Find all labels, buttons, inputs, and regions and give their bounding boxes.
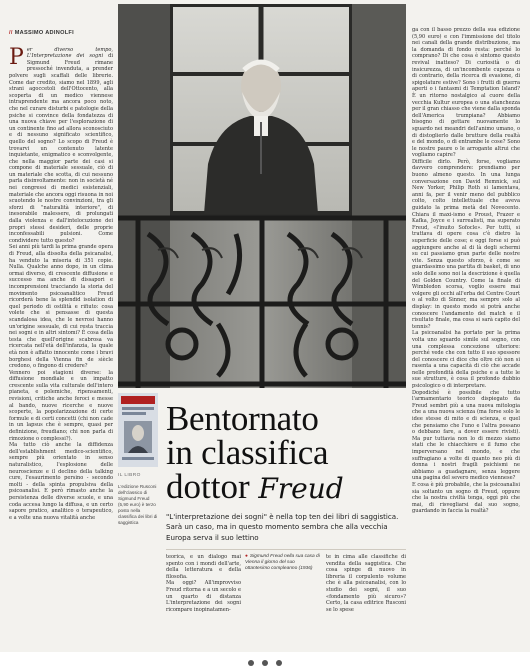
freud-portrait-photo [118, 4, 406, 388]
article-column-1 [9, 40, 113, 640]
book-cover-thumbnail [118, 393, 158, 467]
headline-italic-word: Freud [258, 472, 344, 505]
headline-line-1: Bentornato [166, 399, 319, 438]
sidebar-tag: IL LIBRO [118, 473, 141, 478]
viewer-controls-icon[interactable] [245, 658, 285, 668]
photo-caption [245, 554, 320, 573]
article-column-4: ga con il basso prezzo della sua edizione (5,90 euro) e con l'immissione del titolo nei canali della grande distribuzione, ma la domanda di fondo resta: perché lo comprano? Di che cosa è sintomo questo revival inatteso? Di curiosità o di insicurezza, di un'incombente cupezza o di contrario, della ricerca di evasione, di spigolature estive? Sono i frutti di guerra aperti o i fantasmi di Temptation Island? È un ritorno nostalgico al cuore della vecchia Kultur europea o una stanchezza per il gran chiasso che viene dalla sponda dell'America trumpiana? Abbiamo bisogno di gettare nuovamente lo sguardo nei meandri dell'animo umano, o di distoglierlo dalle brutture della realtà e del mondo, o di entrambe le cose? Sono le nostre paure o le arrogante altrui che vogliamo capire? Difficile dirlo. Però, forse, vogliamo davvero comprendere: prendiamo per buono almeno questo. In una lunga conversazione con David Remnick, sul New Yorker, Philip Roth si lamentava, anni fa, per il venir meno del pubblico colto, colto intellettuale che aveva guidato la prima metà del Novecento. Chiara il maxi-ismo e Proust, Frazer e Kafka, Joyce e i surrealisti, ma superato Freud, «l'inuito Sofocle». Per tutti, si trattava di opere cosa c'è dietro la superficie delle cose; e oggi forse si può aggiungere anche al di là degli schermi su cui passiamo gran parte delle nostre vite. Senza questo sforzo, è come se guardassimo una partita di basket, di uno solo delle sono noi la descrizione è quella del Golden Country. Come la finale di Wimbledon scorsa, voglio essere mai volgere gli occhi all'erba del Centre Court o al volto di Sinner, ma sempre solo al display: in questo modo si potrà anche conoscere l'andamento del match e il risultato finale, ma cosa si sarà capito del tennis? La psicoanalisi ha portato per la prima volta uno sguardo simile sul sogno, con una complessa concezione ulteriore: perché vede che con tutto il suo spessore del conoscere ci dice che oltre ciò non si rasenta a una capacità di ciò che accade nelle profondità della psiche e a tutte le sue strutture, è cosa il profondo dubbio psicologico o di interpretare. Dopodiché è possibile che tutto l'armamentario teorico dispiegato da Freud sembri più a una nuova mitologia che a una nuova scienza (ma forse solo le idee stesse di mito e di scienza, e quel che pensiamo che l'uno e l'altra possano o debbano fare, a dover essere rivisti). Ma pur tuttavia non lo di mezzo siamo stati che le chiacchiere e il fumo che imperversano nel mondo, e che suffragiano a volte di quanto neo più di donna i nostri fragili psichismi ne abbiamo a guadagnare, senza leggere una pagina del severo medico viennese? E cosa è più probabile, che la psicoanalisi sia soltanto un sogno di Freud, oppure che la nostra civiltà tenga, oggi più che mai, di risvegliarsi dal suo sogno, guardando in faccia la realtà? [412, 27, 520, 515]
article-subheading: "L'interpretazione dei sogni" è nella top ten dei libri di saggistica. Sarà un caso, ma in questo momento sembra che alla vecchia Europa serva il suo lettino [166, 512, 399, 542]
article-lead: er diverso tempo, L'Interpretazione dei sogni [26, 46, 113, 60]
headline-line-3 [166, 467, 406, 506]
photo-caption-text: Sigmund Freud nella sua casa di Vienna il giorno del suo ottantesimo compleanno (1936) [245, 554, 320, 572]
viewer-bottom-strip [0, 652, 530, 668]
drop-cap: P [9, 44, 24, 70]
book-cover-icon [118, 393, 158, 467]
byline [9, 30, 74, 36]
headline [166, 399, 406, 506]
caption-bullet-icon: ● [245, 554, 248, 559]
byline-slashes: // [9, 30, 13, 36]
article-column-1-text: di Sigmund Freud rimane pressoché invenduta, a prender polvere sugli scaffali delle librerie. Come dar credito, siamo nel 1899, agli strani agoccetoli dell'Ottocento, alla scoperta di un medico viennese intraprendente ma ancora poco noto, che nel curare disturbi e patologie della psiche si convince della fondatezza di una nuova chiave per l'esplorazione di un continente fino ad allora sconosciuto e di nessuno significato scientifico, quello del sogno? Lo scopo di Freud è trovarvi un contenuto latente inquietante, enigmatico e sconvolgente, che nella maggior parte dei casi si compone di materiale sessuale, ciò di un materiale che scotta, di cui nessuno parla disinvoltamente: non in società né nei congressi di medici esistenziali, materiale che ancora oggi risuona in noi scuotendo le nostre convinzioni, tra gli sforzi di "naturalità interiore", di inesorabile malessere, di prolungati dalla violenza e dall'intelocuzione dei propri stessi desideri, delle proprie inconfessabili pulsioni. Come condividere tutto questo? Sei anni più tardi la prima grande opera di Freud, alla dissolta della psicanalisi, ha venduto la miseria di 351 copie. Nulla. Qualche anno dopo, in un clima ormai diverso, di crescente diffusione e successo ma anche di dissapori e incomprensioni tracciando la storia del movimento psicoanalitico Freud ricorderà bene la splendid isolation di quel periodo di ostilità e rifiuto: cosa volete che si pensasse di questa scandalosa idea, che le nevrosi hanno un'origine sessuale, di cui resta traccia nei sogni e in altri sintomi? È cosa della testa che quell'origine scabrosa va ricercata nell'età dell'infanzia, la quale età non è affatto innocente come i bravi borghesi della Vienna fin de siècle credono, o fingono di credere? Vennero poi stagioni diverse: la diffusione mondiale e un impatto crescente sulla vita culturale dell'intero pianeta, e polemiche, ripensamenti, revisioni, critiche anche feroci e messe al bando, nuove ricerche e nuove scoperte, la popolarizzazione di certe formule e di certi concetti (chi non cade in un lapsus che è sempre, quasi per definizione, freudiano; chi non parla di rimozione o complessi?). Ma tutto ciò anche la diffidenza dell'establishment medico-scientifico, sempre più orientato in senso naturalistico, l'esplosione delle neuroscienze e il declino della talking cure, l'esaurimento persino - secondo molti - della spinta propulsiva della psicoanalisi. E però rimasto anche la persistenza delle diverse scuole, e una coda accesa lungo la diffusa, e un certo sapore pratico, analitico o terapeutico, e a volte una nuova vitalità anche [9, 53, 113, 521]
article-column-2: teorica, e un dialogo mai spento con i mondi dell'arte, della letteratura e della filosofia. Ma oggi? All'improvviso Freud ritorna e a un secolo e un quarto di distanza L'interpretazione dei sogni ricompare inopinatamen- [166, 554, 241, 613]
byline-author: MASSIMO ADINOLFI [14, 30, 75, 36]
sidebar-book-info: L'edizione Rusconi dell'classico di Sigmund Freud (5,90 euro) è terzo posto nella classifica dei libri di saggistica [118, 484, 158, 525]
headline-line-3-text: dottor [166, 467, 250, 506]
headline-line-2: in classifica [166, 433, 329, 472]
freud-portrait-illustration [118, 4, 406, 388]
article-column-3: te in cima alle classifiche di vendita della saggistica. Che cosa spinge di nuovo in libreria il corpulento volume che è alla psicoanalisi, con lo studio dei sogni, il suo «fondamento più sicuro»? Certo, la casa editrice Rusconi se lo spese [326, 554, 406, 613]
divider [166, 549, 406, 550]
